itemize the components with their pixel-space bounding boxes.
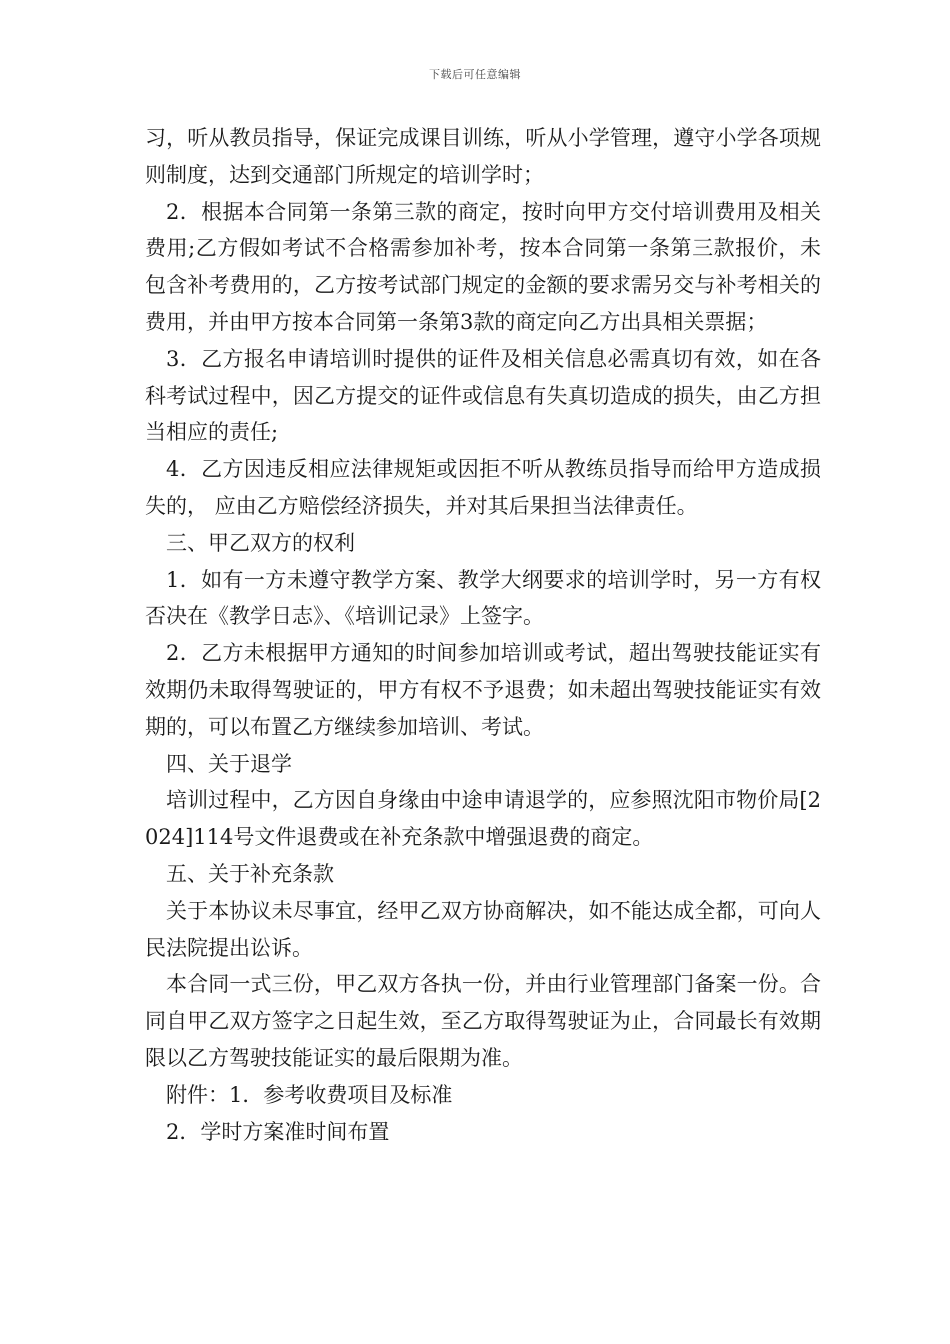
header-note: 下载后可任意编辑: [429, 68, 521, 81]
paragraph-clause-4: 4．乙方因违反相应法律规矩或因拒不听从教练员指导而给甲方造成损失的， 应由乙方赔偿经济损失，并对其后果担当法律责任。: [145, 457, 821, 518]
paragraph-attachment-1: 附件：1．参考收费项目及标准: [166, 1082, 453, 1107]
paragraph-continuation: 习，听从教员指导，保证完成课目训练，听从小学管理，遵守小学各项规则制度，达到交通部门所规定的培训学时；: [145, 126, 821, 187]
paragraph-copies: 本合同一式三份，甲乙双方各执一份，并由行业管理部门备案一份。合同自甲乙双方签字之日起生效，至乙方取得驾驶证为止，合同最长有效期限以乙方驾驶技能证实的最后限期为准。: [145, 972, 821, 1070]
paragraph-rights-2: 2．乙方未根据甲方通知的时间参加培训或考试，超出驾驶技能证实有效期仍未取得驾驶证的，甲方有权不予退费；如未超出驾驶技能证实有效期的，可以布置乙方继续参加培训、考试。: [145, 641, 821, 739]
section-heading-withdrawal: 四、关于退学: [166, 751, 292, 776]
paragraph-withdrawal: 培训过程中，乙方因自身缘由中途申请退学的，应参照沈阳市物价局[2024]114号文件退费或在补充条款中增强退费的商定。: [145, 788, 821, 850]
paragraph-supplementary: 关于本协议未尽事宜，经甲乙双方协商解决，如不能达成全都，可向人民法院提出讼诉。: [145, 898, 821, 960]
paragraph-clause-3: 3．乙方报名申请培训时提供的证件及相关信息必需真切有效，如在各科考试过程中，因乙方提交的证件或信息有失真切造成的损失，由乙方担当相应的责任;: [145, 346, 821, 445]
paragraph-clause-2: 2．根据本合同第一条第三款的商定，按时向甲方交付培训费用及相关费用;乙方假如考试不合格需参加补考，按本合同第一条第三款报价，未包含补考费用的，乙方按考试部门规定的金额的要求需另交与补考相关的费用，并由甲方按本合同第一条第3款的商定向乙方出具相关票据；: [145, 199, 821, 334]
section-heading-supplementary: 五、关于补充条款: [166, 861, 334, 886]
section-heading-rights: 三、甲乙双方的权利: [166, 530, 355, 555]
paragraph-rights-1: 1．如有一方未遵守教学方案、教学大纲要求的培训学时，另一方有权否决在《教学日志》、《培训记录》上签字。: [145, 567, 821, 629]
paragraph-attachment-2: 2．学时方案准时间布置: [166, 1119, 390, 1144]
document-body: [145, 120, 821, 1150]
